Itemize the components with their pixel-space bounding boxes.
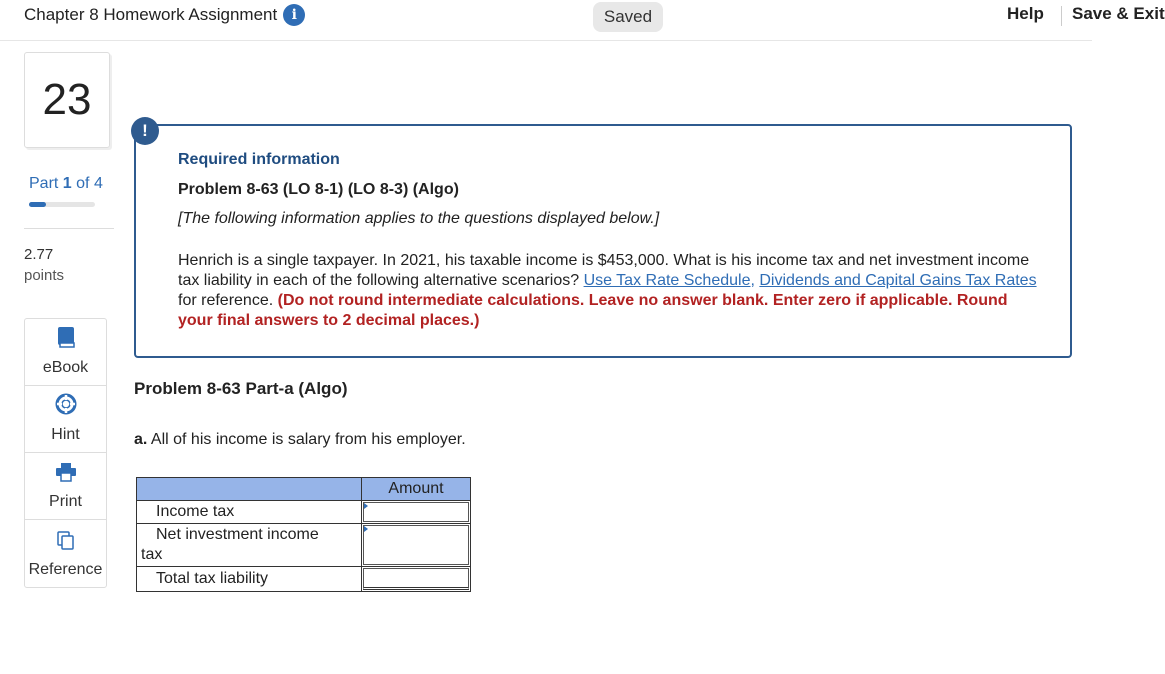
applies-note: [The following information applies to the questions displayed below.] bbox=[178, 210, 660, 227]
niit-label-line1: Net investment income bbox=[156, 526, 319, 543]
copy-icon bbox=[56, 530, 76, 555]
tools-panel bbox=[24, 318, 107, 588]
table-row-total bbox=[137, 567, 471, 592]
reference-label: Reference bbox=[28, 561, 103, 578]
table-row-income-tax bbox=[137, 501, 471, 524]
lifebuoy-icon bbox=[55, 393, 77, 420]
points-label: points bbox=[24, 267, 65, 284]
ebook-label: eBook bbox=[42, 359, 89, 376]
info-icon[interactable]: i bbox=[283, 4, 305, 26]
problem-text bbox=[178, 251, 1038, 331]
reference-button[interactable] bbox=[25, 520, 106, 587]
problem-text-part1: Henrich is a single taxpayer. In 2021, his taxable income is $453,000. What is his income tax and net investment income tax liability in each of the following alternative scenarios? bbox=[178, 252, 1030, 289]
table-row-niit bbox=[137, 524, 471, 567]
problem-text-part2: for reference. bbox=[178, 292, 278, 309]
table-header-row bbox=[137, 478, 471, 501]
part-a-title: Problem 8-63 Part-a (Algo) bbox=[134, 379, 348, 398]
income-tax-input[interactable] bbox=[363, 502, 469, 522]
print-label: Print bbox=[49, 493, 82, 510]
assignment-title-text: Chapter 8 Homework Assignment bbox=[24, 5, 278, 24]
part-a-question bbox=[134, 431, 466, 449]
question-letter: a. bbox=[134, 431, 148, 448]
print-button[interactable] bbox=[25, 453, 106, 520]
question-text: All of his income is salary from his employer. bbox=[147, 431, 466, 448]
part-progress-fill bbox=[29, 202, 46, 207]
alert-icon: ! bbox=[131, 117, 159, 145]
niit-label bbox=[137, 524, 362, 567]
required-information-heading: Required information bbox=[178, 151, 340, 168]
table-header-blank bbox=[137, 478, 362, 501]
hint-label: Hint bbox=[51, 426, 80, 443]
ebook-button[interactable] bbox=[25, 319, 106, 386]
instructions-text: (Do not round intermediate calculations. Leave no answer blank. Enter zero if applicable. Round your final answers to 2 decimal places.) bbox=[178, 292, 1008, 329]
assignment-title bbox=[24, 4, 305, 26]
part-indicator bbox=[29, 175, 103, 193]
part-current: 1 bbox=[62, 175, 72, 192]
saved-status-badge: Saved bbox=[593, 2, 663, 32]
table-header-amount: Amount bbox=[362, 478, 471, 501]
income-tax-label: Income tax bbox=[137, 501, 362, 524]
header-divider bbox=[1061, 6, 1062, 26]
points-value: 2.77 bbox=[24, 246, 54, 263]
problem-title: Problem 8-63 (LO 8-1) (LO 8-3) (Algo) bbox=[178, 181, 459, 198]
hint-button[interactable] bbox=[25, 386, 106, 453]
niit-label-line2: tax bbox=[141, 546, 163, 563]
part-label: Part bbox=[29, 175, 59, 192]
book-icon bbox=[57, 326, 75, 353]
part-progress-bar bbox=[29, 202, 95, 207]
help-button[interactable]: Help bbox=[1007, 4, 1044, 23]
dividends-capital-gains-link[interactable]: Dividends and Capital Gains Tax Rates bbox=[759, 272, 1037, 289]
total-tax-label: Total tax liability bbox=[137, 567, 362, 592]
question-number: 23 bbox=[24, 52, 110, 148]
sidebar-divider bbox=[24, 228, 114, 229]
top-bar bbox=[0, 0, 1165, 41]
niit-cell bbox=[362, 524, 471, 567]
total-tax-value bbox=[363, 568, 469, 590]
tax-rate-schedule-link[interactable]: Use Tax Rate Schedule, bbox=[583, 272, 755, 289]
part-total: of 4 bbox=[76, 175, 103, 192]
niit-input[interactable] bbox=[363, 525, 469, 565]
printer-icon bbox=[55, 462, 77, 487]
total-tax-cell bbox=[362, 567, 471, 592]
income-tax-cell bbox=[362, 501, 471, 524]
tax-table bbox=[136, 477, 471, 592]
save-exit-button[interactable]: Save & Exit bbox=[1072, 4, 1165, 23]
